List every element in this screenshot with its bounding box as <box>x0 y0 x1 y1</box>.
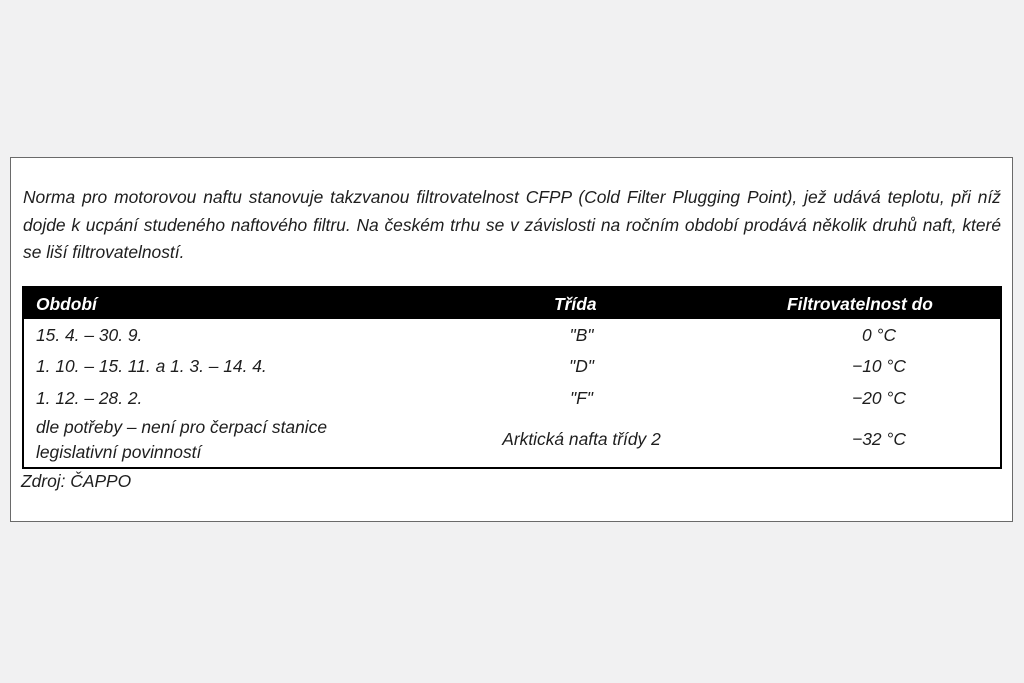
info-card <box>10 157 1013 522</box>
cell-class: Arktická nafta třídy 2 <box>502 429 661 449</box>
cell-cfpp: −32 °C <box>852 429 906 449</box>
source-note: Zdroj: ČAPPO <box>21 471 132 491</box>
cell-period: 1. 12. – 28. 2. <box>36 388 143 408</box>
cell-period: 1. 10. – 15. 11. a 1. 3. – 14. 4. <box>36 356 267 376</box>
cell-period: dle potřeby – není pro čerpací stanice legislativní povinností <box>36 417 327 462</box>
header-period: Období <box>36 294 97 314</box>
cell-class: "F" <box>570 388 593 408</box>
cell-class: "D" <box>569 356 594 376</box>
intro-paragraph: Norma pro motorovou naftu stanovuje takzvanou filtrovatelnost CFPP (Cold Filter Plugging Point), jež udává teplotu, při níž dojde k ucpání studeného naftového filtru. Na českém trhu se v závislosti na ročním období prodává několik druhů naft, které se liší filtrovatelností. <box>23 187 1001 263</box>
header-cfpp: Filtrovatelnost do <box>787 294 933 314</box>
cell-class: "B" <box>569 325 594 345</box>
cfpp-table <box>22 286 1002 469</box>
table-header <box>24 288 1000 319</box>
cell-cfpp: −20 °C <box>852 388 906 408</box>
header-class: Třída <box>554 294 597 314</box>
cell-period: 15. 4. – 30. 9. <box>36 325 143 345</box>
cell-cfpp: 0 °C <box>861 325 897 345</box>
cell-cfpp: −10 °C <box>852 356 906 376</box>
